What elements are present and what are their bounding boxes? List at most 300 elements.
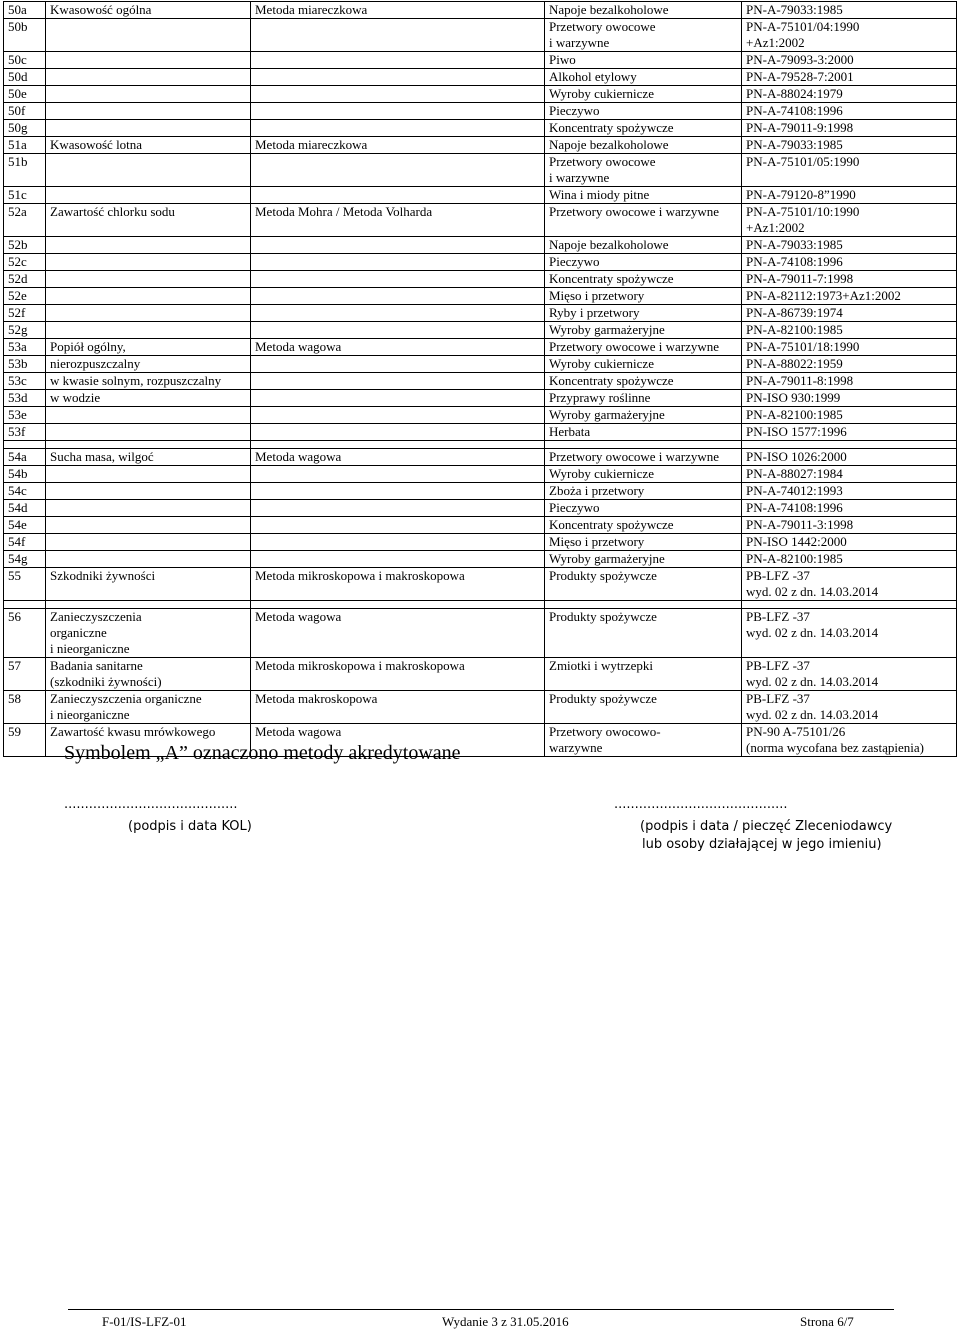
cell-line: PN-A-88024:1979 bbox=[746, 86, 843, 101]
row-id: 50a bbox=[4, 2, 46, 19]
cell-line: Wyroby garmażeryjne bbox=[549, 551, 665, 566]
product-cell bbox=[545, 137, 742, 154]
cell-line: Alkohol etylowy bbox=[549, 69, 637, 84]
parameter-cell bbox=[46, 407, 251, 424]
cell-line: Wyroby garmażeryjne bbox=[549, 322, 665, 337]
cell-line: PN-A-82112:1973+Az1:2002 bbox=[746, 288, 901, 303]
cell-line: (szkodniki żywności) bbox=[50, 674, 162, 689]
table-row bbox=[4, 137, 957, 154]
method-cell bbox=[251, 2, 545, 19]
cell-line: PN-A-79011-9:1998 bbox=[746, 120, 854, 135]
row-id: 52f bbox=[4, 305, 46, 322]
row-id: 54f bbox=[4, 534, 46, 551]
cell-line: Metoda wagowa bbox=[255, 609, 342, 624]
method-cell bbox=[251, 407, 545, 424]
product-cell bbox=[545, 658, 742, 691]
row-id: 53c bbox=[4, 373, 46, 390]
cell-line: Metoda wagowa bbox=[255, 449, 342, 464]
cell-line: PN-A-74108:1996 bbox=[746, 500, 843, 515]
cell-line: Piwo bbox=[549, 52, 576, 67]
method-cell bbox=[251, 658, 545, 691]
product-cell bbox=[545, 103, 742, 120]
product-cell bbox=[545, 551, 742, 568]
table-row bbox=[4, 339, 957, 356]
method-cell bbox=[251, 483, 545, 500]
row-id: 54c bbox=[4, 483, 46, 500]
product-cell bbox=[545, 2, 742, 19]
product-cell bbox=[545, 449, 742, 466]
parameter-cell bbox=[46, 69, 251, 86]
cell-line: PN-A-79011-7:1998 bbox=[746, 271, 854, 286]
product-cell bbox=[545, 271, 742, 288]
cell-line: Koncentraty spożywcze bbox=[549, 517, 674, 532]
table-row bbox=[4, 609, 957, 658]
parameter-cell bbox=[46, 500, 251, 517]
method-cell bbox=[251, 187, 545, 204]
cell-line: Wina i miody pitne bbox=[549, 187, 650, 202]
standard-cell bbox=[742, 204, 957, 237]
table-row bbox=[4, 2, 957, 19]
table-row bbox=[4, 449, 957, 466]
parameter-cell bbox=[46, 390, 251, 407]
cell-line: PN-ISO 1026:2000 bbox=[746, 449, 847, 464]
method-cell bbox=[251, 86, 545, 103]
cell-line: Badania sanitarne bbox=[50, 658, 143, 673]
cell-line: i nieorganiczne bbox=[50, 641, 130, 656]
standard-cell bbox=[742, 86, 957, 103]
row-id: 54a bbox=[4, 449, 46, 466]
row-id: 52g bbox=[4, 322, 46, 339]
cell-line: PN-A-75101/18:1990 bbox=[746, 339, 860, 354]
standard-cell bbox=[742, 500, 957, 517]
methods-table bbox=[3, 1, 957, 757]
right-signature-label: (podpis i data / pieczęć Zleceniodawcy bbox=[640, 819, 893, 834]
cell-line: PN-A-79120-8”1990 bbox=[746, 187, 856, 202]
parameter-cell bbox=[46, 466, 251, 483]
table-row bbox=[4, 517, 957, 534]
cell-line: Herbata bbox=[549, 424, 591, 439]
table-row bbox=[4, 305, 957, 322]
standard-cell bbox=[742, 517, 957, 534]
row-id: 57 bbox=[4, 658, 46, 691]
cell-line: Metoda miareczkowa bbox=[255, 137, 368, 152]
product-cell bbox=[545, 52, 742, 69]
standard-cell bbox=[742, 407, 957, 424]
cell-line: Popiół ogólny, bbox=[50, 339, 126, 354]
row-id: 51b bbox=[4, 154, 46, 187]
row-id: 52e bbox=[4, 288, 46, 305]
method-cell bbox=[251, 237, 545, 254]
product-cell bbox=[545, 517, 742, 534]
right-signature-label-2: lub osoby działającej w jego imieniu) bbox=[642, 837, 882, 852]
cell-line: Wyroby cukiernicze bbox=[549, 86, 654, 101]
row-id: 54g bbox=[4, 551, 46, 568]
parameter-cell bbox=[46, 551, 251, 568]
row-id: 50d bbox=[4, 69, 46, 86]
method-cell bbox=[251, 271, 545, 288]
table-row bbox=[4, 568, 957, 601]
parameter-cell bbox=[46, 305, 251, 322]
standard-cell bbox=[742, 483, 957, 500]
method-cell bbox=[251, 322, 545, 339]
row-id: 52d bbox=[4, 271, 46, 288]
row-spacer bbox=[4, 441, 957, 449]
product-cell bbox=[545, 356, 742, 373]
standard-cell bbox=[742, 137, 957, 154]
table-row bbox=[4, 19, 957, 52]
cell-line: Produkty spożywcze bbox=[549, 568, 657, 583]
row-id: 50c bbox=[4, 52, 46, 69]
parameter-cell bbox=[46, 609, 251, 658]
cell-line: Zanieczyszczenia bbox=[50, 609, 142, 624]
table-row bbox=[4, 52, 957, 69]
method-cell bbox=[251, 466, 545, 483]
cell-line: PB-LFZ -37 bbox=[746, 609, 810, 624]
method-cell bbox=[251, 356, 545, 373]
cell-line: Metoda wagowa bbox=[255, 724, 342, 739]
cell-line: Przetwory owocowo- bbox=[549, 724, 661, 739]
cell-line: Koncentraty spożywcze bbox=[549, 373, 674, 388]
parameter-cell bbox=[46, 322, 251, 339]
row-id: 52a bbox=[4, 204, 46, 237]
product-cell bbox=[545, 187, 742, 204]
product-cell bbox=[545, 254, 742, 271]
cell-line: PN-A-88027:1984 bbox=[746, 466, 843, 481]
cell-line: Pieczywo bbox=[549, 500, 600, 515]
table-row bbox=[4, 500, 957, 517]
table-row bbox=[4, 390, 957, 407]
standard-cell bbox=[742, 19, 957, 52]
method-cell bbox=[251, 103, 545, 120]
cell-line: PN-A-74108:1996 bbox=[746, 254, 843, 269]
method-cell bbox=[251, 52, 545, 69]
product-cell bbox=[545, 466, 742, 483]
cell-line: Zmiotki i wytrzepki bbox=[549, 658, 653, 673]
table-row bbox=[4, 658, 957, 691]
product-cell bbox=[545, 407, 742, 424]
product-cell bbox=[545, 305, 742, 322]
row-id: 53d bbox=[4, 390, 46, 407]
cell-line: PN-A-79033:1985 bbox=[746, 237, 843, 252]
table-row bbox=[4, 204, 957, 237]
cell-line: PN-A-79093-3:2000 bbox=[746, 52, 854, 67]
product-cell bbox=[545, 120, 742, 137]
standard-cell bbox=[742, 103, 957, 120]
footer-doc-code: F-01/IS-LFZ-01 bbox=[102, 1314, 187, 1329]
cell-line: Metoda mikroskopowa i makroskopowa bbox=[255, 568, 465, 583]
row-id: 56 bbox=[4, 609, 46, 658]
parameter-cell bbox=[46, 373, 251, 390]
method-cell bbox=[251, 390, 545, 407]
cell-line: PN-90 A-75101/26 bbox=[746, 724, 846, 739]
table-row bbox=[4, 466, 957, 483]
cell-line: PN-ISO 930:1999 bbox=[746, 390, 841, 405]
row-id: 53a bbox=[4, 339, 46, 356]
product-cell bbox=[545, 237, 742, 254]
product-cell bbox=[545, 568, 742, 601]
row-id: 51c bbox=[4, 187, 46, 204]
row-id: 53f bbox=[4, 424, 46, 441]
standard-cell bbox=[742, 534, 957, 551]
parameter-cell bbox=[46, 120, 251, 137]
standard-cell bbox=[742, 568, 957, 601]
cell-line: PN-A-82100:1985 bbox=[746, 407, 843, 422]
row-id: 58 bbox=[4, 691, 46, 724]
cell-line: Zanieczyszczenia organiczne bbox=[50, 691, 202, 706]
cell-line: PN-A-79528-7:2001 bbox=[746, 69, 854, 84]
method-cell bbox=[251, 691, 545, 724]
cell-line: i nieorganiczne bbox=[50, 707, 130, 722]
table-row bbox=[4, 154, 957, 187]
cell-line: wyd. 02 z dn. 14.03.2014 bbox=[746, 625, 879, 640]
cell-line: Kwasowość lotna bbox=[50, 137, 143, 152]
cell-line: nierozpuszczalny bbox=[50, 356, 141, 371]
standard-cell bbox=[742, 154, 957, 187]
product-cell bbox=[545, 288, 742, 305]
cell-line: Produkty spożywcze bbox=[549, 609, 657, 624]
method-cell bbox=[251, 154, 545, 187]
standard-cell bbox=[742, 373, 957, 390]
row-id: 55 bbox=[4, 568, 46, 601]
table-row bbox=[4, 86, 957, 103]
table-row bbox=[4, 551, 957, 568]
cell-line: Przetwory owocowe bbox=[549, 154, 656, 169]
product-cell bbox=[545, 483, 742, 500]
method-cell bbox=[251, 568, 545, 601]
cell-line: Napoje bezalkoholowe bbox=[549, 137, 669, 152]
method-cell bbox=[251, 449, 545, 466]
row-id: 53b bbox=[4, 356, 46, 373]
cell-line: Koncentraty spożywcze bbox=[549, 271, 674, 286]
cell-line: PB-LFZ -37 bbox=[746, 568, 810, 583]
table-row bbox=[4, 271, 957, 288]
cell-line: warzywne bbox=[549, 740, 603, 755]
cell-line: Wyroby cukiernicze bbox=[549, 356, 654, 371]
product-cell bbox=[545, 373, 742, 390]
cell-line: i warzywne bbox=[549, 35, 610, 50]
standard-cell bbox=[742, 69, 957, 86]
row-id: 53e bbox=[4, 407, 46, 424]
table-row bbox=[4, 691, 957, 724]
parameter-cell bbox=[46, 154, 251, 187]
accreditation-note: Symbolem „A” oznaczono metody akredytowane bbox=[64, 742, 461, 764]
product-cell bbox=[545, 69, 742, 86]
method-cell bbox=[251, 609, 545, 658]
cell-line: wyd. 02 z dn. 14.03.2014 bbox=[746, 674, 879, 689]
product-cell bbox=[545, 691, 742, 724]
right-signature-line: .......................................... bbox=[614, 797, 788, 812]
cell-line: PN-A-82100:1985 bbox=[746, 322, 843, 337]
standard-cell bbox=[742, 424, 957, 441]
cell-line: PN-A-79011-8:1998 bbox=[746, 373, 854, 388]
standard-cell bbox=[742, 322, 957, 339]
method-cell bbox=[251, 69, 545, 86]
row-id: 52b bbox=[4, 237, 46, 254]
parameter-cell bbox=[46, 19, 251, 52]
table-row bbox=[4, 103, 957, 120]
standard-cell bbox=[742, 120, 957, 137]
method-cell bbox=[251, 373, 545, 390]
row-id: 54d bbox=[4, 500, 46, 517]
product-cell bbox=[545, 204, 742, 237]
cell-line: PN-ISO 1577:1996 bbox=[746, 424, 847, 439]
cell-line: PB-LFZ -37 bbox=[746, 658, 810, 673]
row-id: 54b bbox=[4, 466, 46, 483]
footer-divider bbox=[68, 1309, 894, 1310]
cell-line: Szkodniki żywności bbox=[50, 568, 156, 583]
standard-cell bbox=[742, 52, 957, 69]
parameter-cell bbox=[46, 103, 251, 120]
product-cell bbox=[545, 500, 742, 517]
cell-line: PN-A-79011-3:1998 bbox=[746, 517, 854, 532]
cell-line: Wyroby cukiernicze bbox=[549, 466, 654, 481]
left-signature-label: (podpis i data KOL) bbox=[128, 819, 252, 834]
row-id: 51a bbox=[4, 137, 46, 154]
standard-cell bbox=[742, 271, 957, 288]
standard-cell bbox=[742, 449, 957, 466]
method-cell bbox=[251, 254, 545, 271]
parameter-cell bbox=[46, 271, 251, 288]
parameter-cell bbox=[46, 204, 251, 237]
row-id: 54e bbox=[4, 517, 46, 534]
cell-line: Przetwory owocowe i warzywne bbox=[549, 449, 720, 464]
cell-line: Wyroby garmażeryjne bbox=[549, 407, 665, 422]
product-cell bbox=[545, 534, 742, 551]
cell-line: Napoje bezalkoholowe bbox=[549, 2, 669, 17]
table-row bbox=[4, 373, 957, 390]
cell-line: Przyprawy roślinne bbox=[549, 390, 651, 405]
method-cell bbox=[251, 500, 545, 517]
standard-cell bbox=[742, 466, 957, 483]
row-id: 50g bbox=[4, 120, 46, 137]
cell-line: Metoda miareczkowa bbox=[255, 2, 368, 17]
method-cell bbox=[251, 551, 545, 568]
product-cell bbox=[545, 724, 742, 757]
table-row bbox=[4, 356, 957, 373]
standard-cell bbox=[742, 551, 957, 568]
cell-line: Metoda makroskopowa bbox=[255, 691, 378, 706]
cell-line: w wodzie bbox=[50, 390, 101, 405]
cell-line: Ryby i przetwory bbox=[549, 305, 640, 320]
footer-edition: Wydanie 3 z 31.05.2016 bbox=[442, 1314, 569, 1329]
parameter-cell bbox=[46, 691, 251, 724]
method-cell bbox=[251, 424, 545, 441]
parameter-cell bbox=[46, 86, 251, 103]
footer-page-number: Strona 6/7 bbox=[800, 1314, 854, 1329]
standard-cell bbox=[742, 305, 957, 322]
cell-line: wyd. 02 z dn. 14.03.2014 bbox=[746, 707, 879, 722]
product-cell bbox=[545, 609, 742, 658]
parameter-cell bbox=[46, 137, 251, 154]
cell-line: Mięso i przetwory bbox=[549, 534, 645, 549]
cell-line: Koncentraty spożywcze bbox=[549, 120, 674, 135]
cell-line: Pieczywo bbox=[549, 103, 600, 118]
parameter-cell bbox=[46, 187, 251, 204]
standard-cell bbox=[742, 288, 957, 305]
standard-cell bbox=[742, 390, 957, 407]
cell-line: Przetwory owocowe i warzywne bbox=[549, 339, 720, 354]
table-row bbox=[4, 254, 957, 271]
cell-line: Sucha masa, wilgoć bbox=[50, 449, 154, 464]
cell-line: Mięso i przetwory bbox=[549, 288, 645, 303]
parameter-cell bbox=[46, 356, 251, 373]
table-row bbox=[4, 69, 957, 86]
cell-line: organiczne bbox=[50, 625, 107, 640]
row-id: 50e bbox=[4, 86, 46, 103]
cell-line: +Az1:2002 bbox=[746, 35, 805, 50]
parameter-cell bbox=[46, 534, 251, 551]
cell-line: Przetwory owocowe bbox=[549, 19, 656, 34]
parameter-cell bbox=[46, 237, 251, 254]
parameter-cell bbox=[46, 288, 251, 305]
cell-line: PN-A-75101/05:1990 bbox=[746, 154, 860, 169]
cell-line: Metoda Mohra / Metoda Volharda bbox=[255, 204, 433, 219]
cell-line: PN-A-75101/04:1990 bbox=[746, 19, 860, 34]
parameter-cell bbox=[46, 517, 251, 534]
left-signature-line: .......................................... bbox=[64, 797, 238, 812]
table-row bbox=[4, 288, 957, 305]
cell-line: Produkty spożywcze bbox=[549, 691, 657, 706]
cell-line: w kwasie solnym, rozpuszczalny bbox=[50, 373, 222, 388]
parameter-cell bbox=[46, 339, 251, 356]
row-id: 59 bbox=[4, 724, 46, 757]
cell-line: Zboża i przetwory bbox=[549, 483, 645, 498]
method-cell bbox=[251, 517, 545, 534]
table-row bbox=[4, 187, 957, 204]
standard-cell bbox=[742, 691, 957, 724]
cell-line: Pieczywo bbox=[549, 254, 600, 269]
cell-line: +Az1:2002 bbox=[746, 220, 805, 235]
method-cell bbox=[251, 204, 545, 237]
product-cell bbox=[545, 322, 742, 339]
standard-cell bbox=[742, 339, 957, 356]
cell-line: PN-A-74012:1993 bbox=[746, 483, 843, 498]
row-id: 52c bbox=[4, 254, 46, 271]
cell-line: PN-A-86739:1974 bbox=[746, 305, 843, 320]
standard-cell bbox=[742, 237, 957, 254]
standard-cell bbox=[742, 724, 957, 757]
table-row bbox=[4, 534, 957, 551]
parameter-cell bbox=[46, 424, 251, 441]
method-cell bbox=[251, 137, 545, 154]
cell-line: Metoda mikroskopowa i makroskopowa bbox=[255, 658, 465, 673]
standard-cell bbox=[742, 356, 957, 373]
method-cell bbox=[251, 339, 545, 356]
parameter-cell bbox=[46, 658, 251, 691]
product-cell bbox=[545, 86, 742, 103]
standard-cell bbox=[742, 609, 957, 658]
standard-cell bbox=[742, 187, 957, 204]
cell-line: Zawartość chlorku sodu bbox=[50, 204, 175, 219]
cell-line: wyd. 02 z dn. 14.03.2014 bbox=[746, 584, 879, 599]
cell-line: Napoje bezalkoholowe bbox=[549, 237, 669, 252]
method-cell bbox=[251, 19, 545, 52]
cell-line: Zawartość kwasu mrówkowego bbox=[50, 724, 216, 739]
parameter-cell bbox=[46, 449, 251, 466]
cell-line: PN-A-74108:1996 bbox=[746, 103, 843, 118]
parameter-cell bbox=[46, 483, 251, 500]
product-cell bbox=[545, 19, 742, 52]
table-row bbox=[4, 237, 957, 254]
cell-line: i warzywne bbox=[549, 170, 610, 185]
table-row bbox=[4, 322, 957, 339]
cell-line: Przetwory owocowe i warzywne bbox=[549, 204, 720, 219]
standard-cell bbox=[742, 254, 957, 271]
table-row bbox=[4, 407, 957, 424]
product-cell bbox=[545, 154, 742, 187]
parameter-cell bbox=[46, 568, 251, 601]
cell-line: PN-A-79033:1985 bbox=[746, 137, 843, 152]
